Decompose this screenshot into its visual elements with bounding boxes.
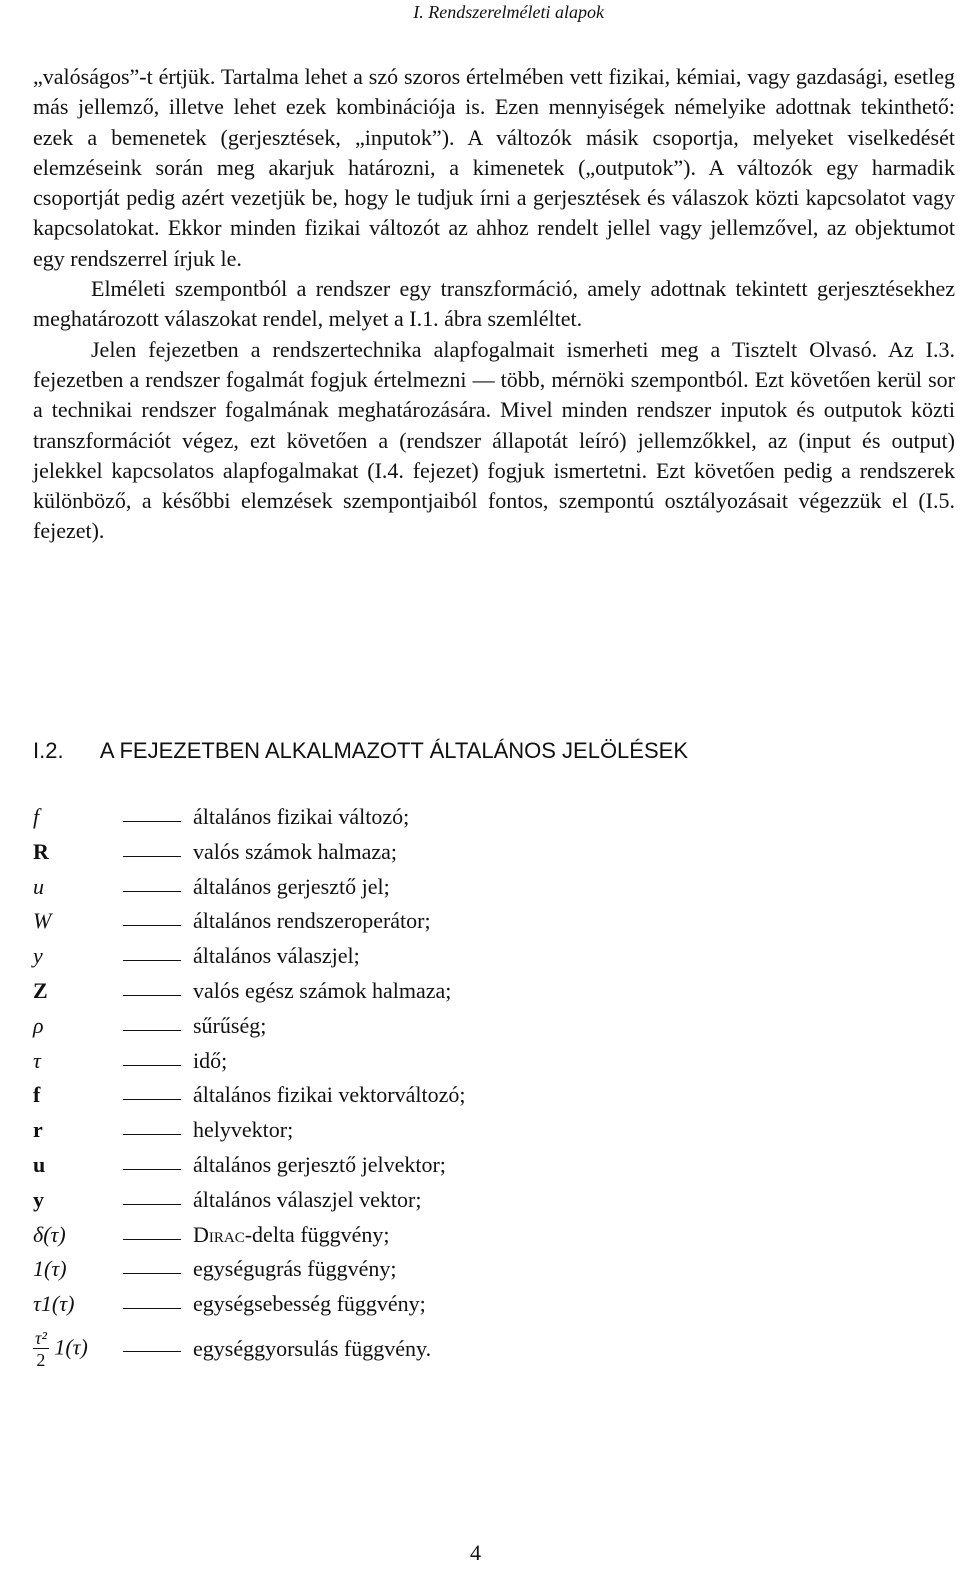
- notation-symbol: Z: [33, 977, 48, 1003]
- notation-dash: [123, 1239, 181, 1240]
- notation-dash: [123, 1030, 181, 1031]
- dirac-name: Dirac: [193, 1221, 245, 1247]
- notation-description: egységugrás függvény;: [193, 1256, 397, 1282]
- notation-description: egységgyorsulás függvény.: [193, 1335, 432, 1361]
- fraction-denominator: 2: [36, 1349, 46, 1370]
- notation-dash: [123, 1351, 181, 1352]
- notation-dash: [123, 821, 181, 822]
- paragraph: Jelen fejezetben a rendszertechnika alapfogalmait ismerheti meg a Tisztelt Olvasó. Az I.3. fejezetben a rendszer fogalmát fogjuk értelmezni — több, mérnöki szempontból. Ezt követően kerül sor a technikai rendszer fogalmának meghatározására. Mivel minden rendszer inputok és outputok közti transzformációt végez, ezt követően a (rendszer állapotát leíró) jellemzőkkel, az (input és output) jelekkel kapcsolatos alapfogalmakat (I.4. fejezet) fogjuk ismertetni. Ezt követően pedig a rendszerek különböző, a későbbi elemzések szempontjaiból fontos, szempontú osztályozásait végezzük el (I.5. fejezet).: [33, 336, 955, 544]
- notation-row: [33, 1013, 733, 1048]
- notation-symbol: [33, 1328, 88, 1371]
- notation-dash: [123, 1169, 181, 1170]
- notation-row: [33, 1222, 733, 1257]
- notation-symbol: τ: [33, 1047, 41, 1073]
- notation-description: általános válaszjel;: [193, 943, 360, 969]
- notation-dash: [123, 995, 181, 996]
- notation-symbol: r: [33, 1117, 43, 1143]
- notation-symbol: u: [33, 1151, 46, 1177]
- notation-row: [33, 839, 733, 874]
- notation-description: általános fizikai változó;: [193, 804, 410, 829]
- notation-row: [33, 1256, 733, 1291]
- notation-symbol: y: [33, 943, 43, 969]
- notation-dash: [123, 1204, 181, 1205]
- notation-dash: [123, 1065, 181, 1066]
- notation-description: általános gerjesztő jel;: [193, 873, 390, 899]
- notation-dash: [123, 1273, 181, 1274]
- notation-dash: [123, 891, 181, 892]
- notation-symbol: u: [33, 873, 44, 899]
- notation-row: [33, 1328, 733, 1374]
- notation-symbol: ρ: [33, 1012, 44, 1038]
- notation-row: [33, 1152, 733, 1187]
- fraction-numerator: τ²: [35, 1327, 47, 1348]
- fraction: [33, 1328, 49, 1371]
- notation-description: általános válaszjel vektor;: [193, 1186, 422, 1212]
- notation-symbol: f: [33, 1082, 41, 1108]
- section-title: A FEJEZETBEN ALKALMAZOTT ÁLTALÁNOS JELÖLÉSEK: [99, 738, 688, 763]
- notation-description: egységsebesség függvény;: [193, 1291, 426, 1317]
- notation-description: helyvektor;: [193, 1117, 294, 1143]
- notation-description: általános gerjesztő jelvektor;: [193, 1151, 446, 1177]
- notation-description: általános fizikai vektorváltozó;: [193, 1082, 466, 1108]
- notation-symbol: W: [33, 908, 52, 934]
- page-number: 4: [470, 1540, 481, 1565]
- notation-description: valós egész számok halmaza;: [193, 977, 452, 1003]
- notation-dash: [123, 1308, 181, 1309]
- notation-dash: [123, 960, 181, 961]
- notation-row: [33, 1082, 733, 1117]
- dirac-description: -delta függvény;: [244, 1221, 390, 1247]
- notation-description: valós számok halmaza;: [193, 838, 398, 864]
- fraction-tail: 1(τ): [54, 1334, 88, 1360]
- section-number: I.2.: [33, 738, 64, 763]
- notation-row: [33, 943, 733, 978]
- notation-dash: [123, 1134, 181, 1135]
- notation-row: [33, 908, 733, 943]
- notation-row: [33, 874, 733, 909]
- body-text: [33, 62, 955, 547]
- paragraph: „valóságos”-t értjük. Tartalma lehet a szó szoros értelmében vett fizikai, kémiai, vagy gazdasági, esetleg más jellemző, illetve lehet ezek kombinációja is. Ezen mennyiségek némelyike adottnak tekinthető: ezek a bemenetek (gerjesztések, „inputok”). A változók másik csoportja, melyeket viselkedését elemzéseink során meg akarjuk határozni, a kimenetek („outputok”). A változók egy harmadik csoportját pedig azért vezetjük be, hogy le tudjuk írni a gerjesztések és válaszok közti kapcsolatot vagy kapcsolatokat. Ekkor minden fizikai változót az ahhoz rendelt jellel vagy jellemzővel, az objektumot egy rendszerrel írjuk le.: [33, 64, 955, 271]
- notation-symbol: δ(τ): [33, 1221, 66, 1247]
- notation-row: [33, 1187, 733, 1222]
- running-header: I. Rendszerelméleti alapok: [413, 2, 604, 22]
- notation-row: [33, 804, 733, 839]
- notation-dash: [123, 1099, 181, 1100]
- notation-symbol: f: [33, 804, 40, 829]
- notation-description: általános rendszeroperátor;: [193, 908, 431, 934]
- paragraph: Elméleti szempontból a rendszer egy transzformáció, amely adottnak tekintett gerjesztésekhez meghatározott válaszokat rendel, melyet a I.1. ábra szemléltet.: [33, 276, 955, 332]
- section-heading: [33, 738, 688, 764]
- notation-dash: [123, 925, 181, 926]
- notation-row: [33, 1291, 733, 1326]
- notation-row: [33, 1117, 733, 1152]
- notation-symbol: y: [33, 1186, 44, 1212]
- notation-description: sűrűség;: [193, 1012, 267, 1038]
- notation-dash: [123, 856, 181, 857]
- notation-symbol: R: [33, 838, 49, 864]
- notation-description: idő;: [193, 1047, 228, 1073]
- notation-row: [33, 978, 733, 1013]
- notation-list: [33, 804, 733, 1374]
- notation-symbol: 1(τ): [33, 1256, 67, 1282]
- notation-symbol: τ1(τ): [33, 1291, 75, 1317]
- notation-description: [193, 1222, 390, 1248]
- notation-row: [33, 1048, 733, 1083]
